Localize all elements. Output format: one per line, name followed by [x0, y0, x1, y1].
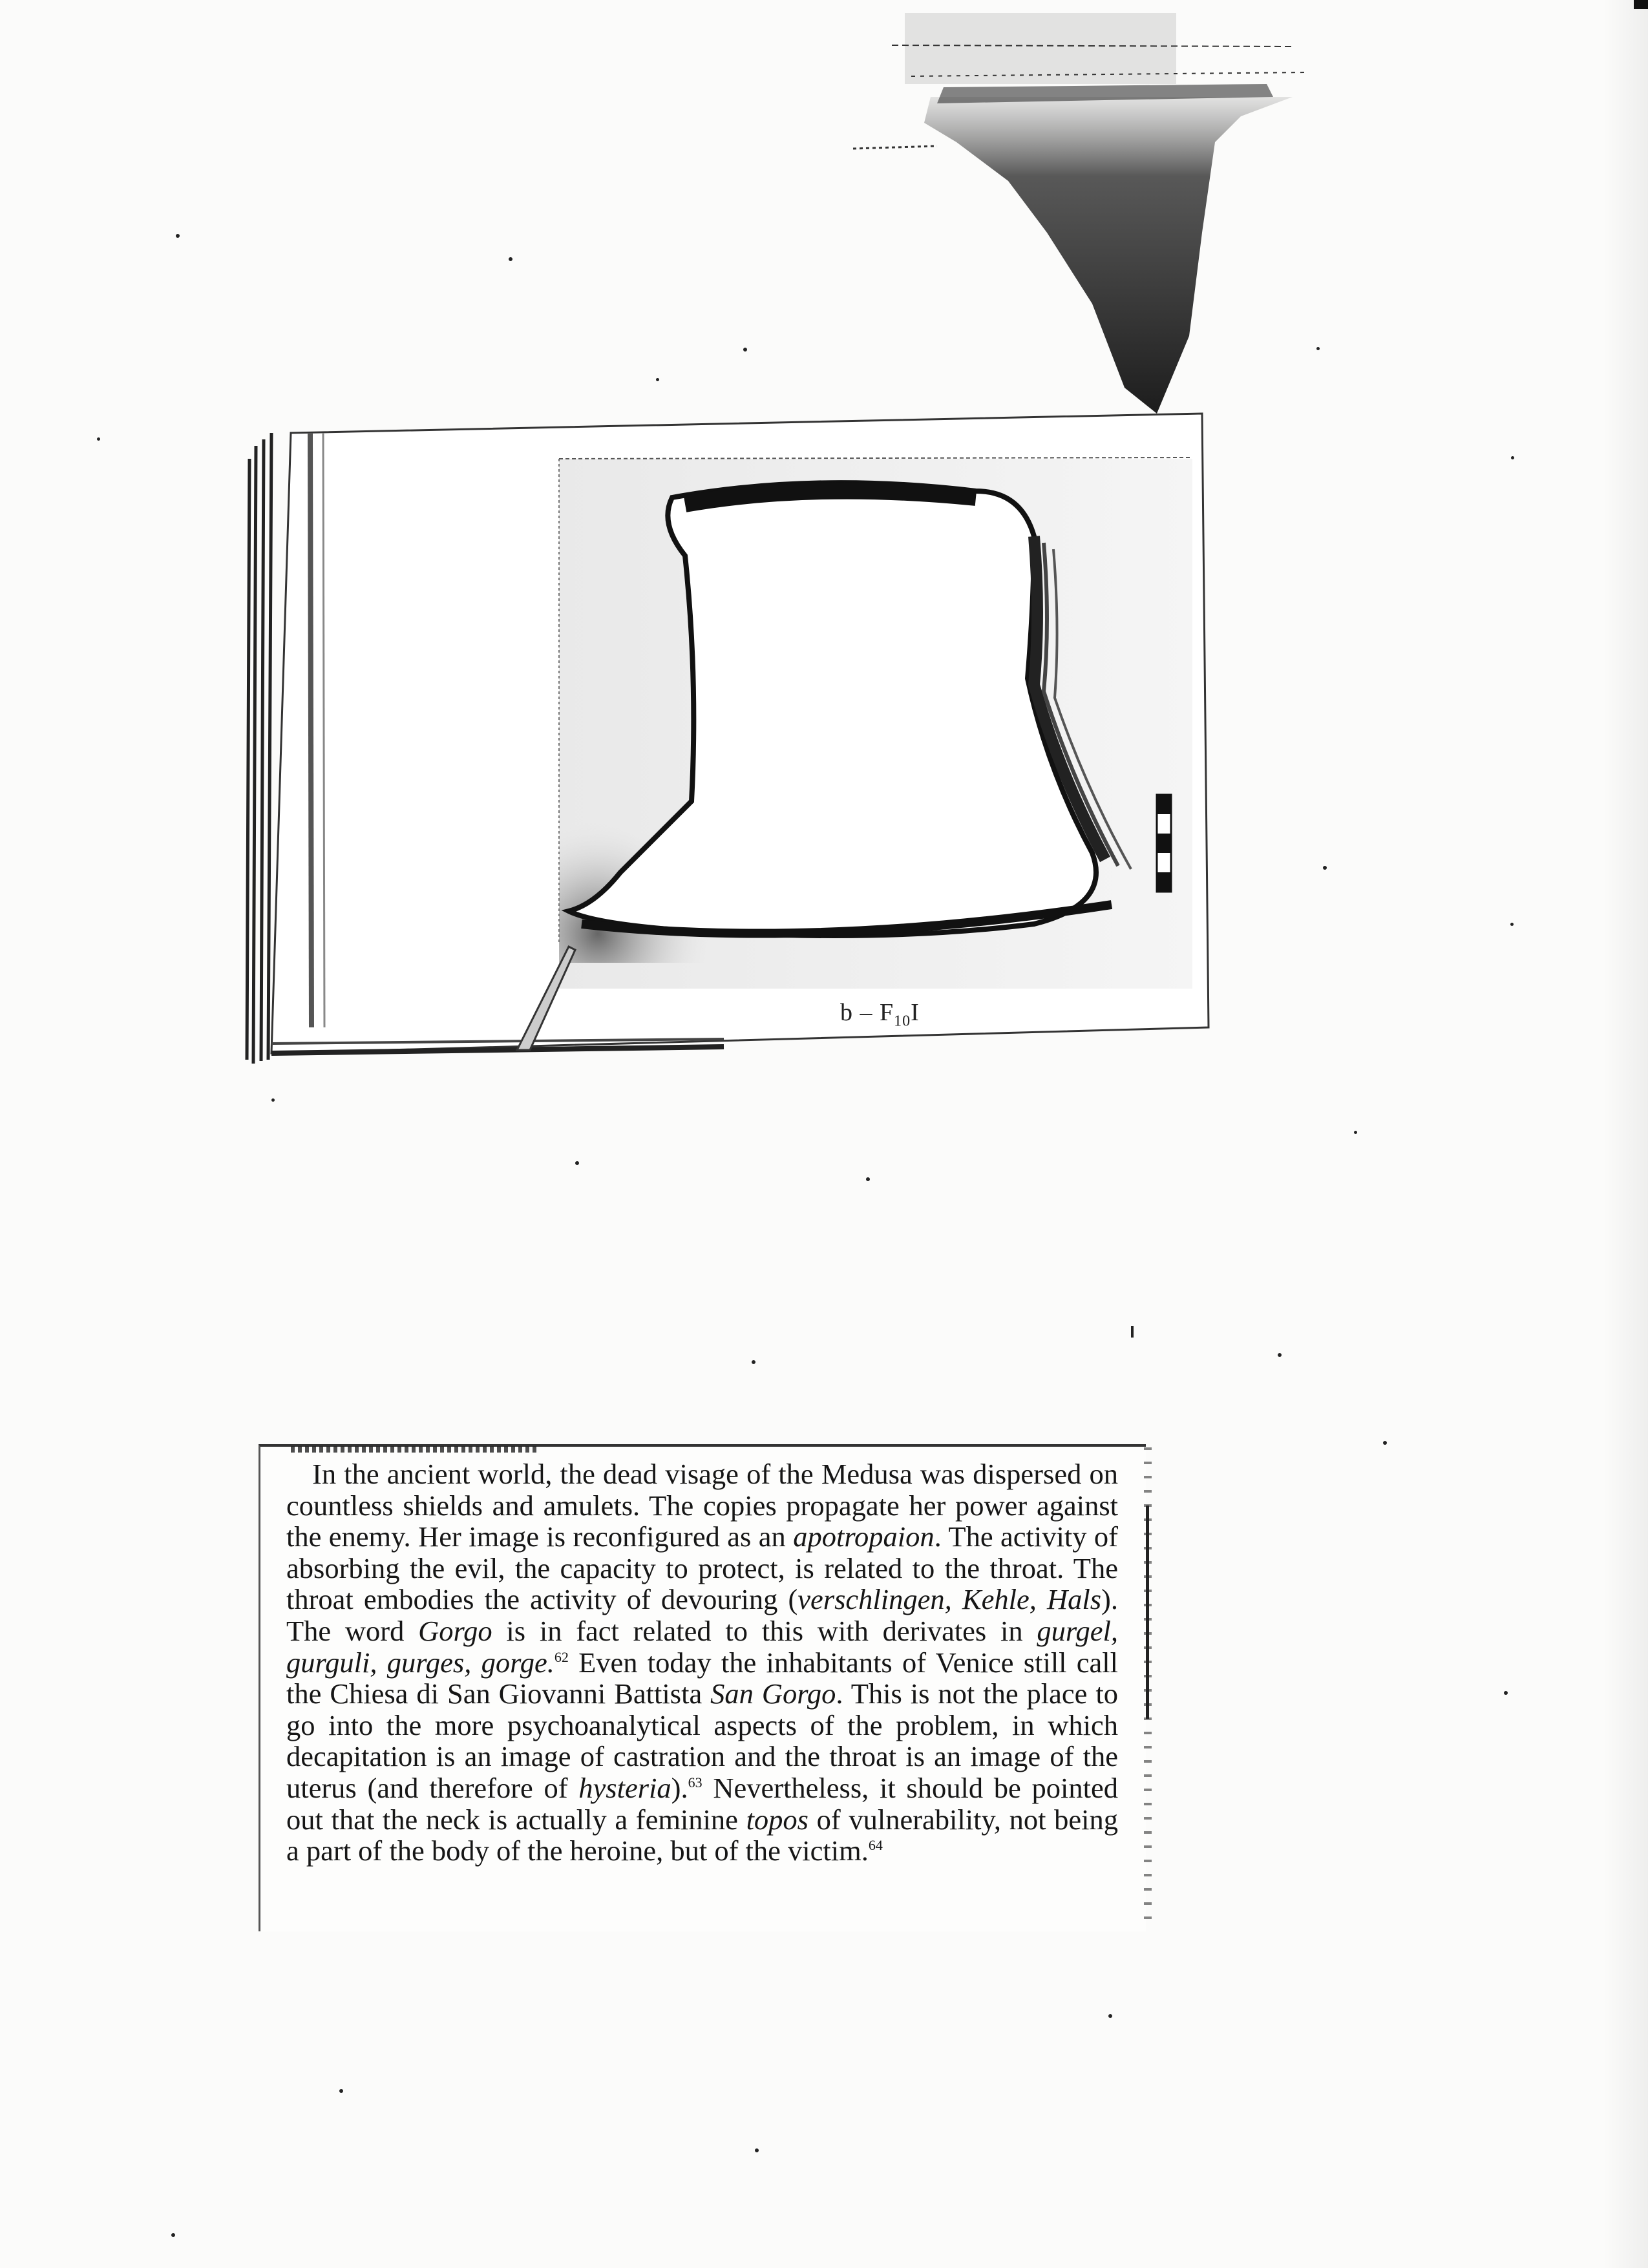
dust-speck — [509, 257, 512, 261]
footnote-ref-62: 62 — [554, 1648, 569, 1665]
dust-speck — [1383, 1441, 1387, 1445]
dust-speck — [1316, 347, 1320, 350]
dust-speck — [752, 1360, 755, 1364]
dust-speck — [176, 234, 180, 238]
scan-corner-mark — [1634, 0, 1648, 9]
dust-speck — [755, 2148, 759, 2152]
dust-speck — [866, 1177, 870, 1181]
photocopy-smudge — [853, 0, 1344, 426]
clipping-right-shadow — [1146, 1506, 1149, 1719]
dust-speck — [339, 2089, 343, 2093]
dust-speck — [271, 1098, 275, 1102]
dust-speck — [1323, 866, 1327, 870]
figure-caption: b – $F_{10}I$ — [840, 999, 920, 1030]
clipping-top-edge — [291, 1446, 536, 1453]
dust-speck — [1278, 1353, 1282, 1357]
dust-speck — [1511, 456, 1514, 459]
dust-speck — [575, 1161, 579, 1165]
dust-speck — [1510, 923, 1514, 926]
dust-speck — [1504, 1691, 1508, 1695]
dust-speck — [171, 2233, 175, 2237]
book-photograph — [233, 407, 1215, 1066]
footnote-ref-63: 63 — [688, 1774, 703, 1791]
dust-speck — [743, 348, 747, 352]
dust-speck — [1108, 2014, 1112, 2018]
passage-paragraph: In the ancient world, the dead visage of the Medusa was dispersed on countless shields and amulets. The copies propagate her power against the enemy. Her image is reconfigured as an apotropaion. The activity of absorbing the evil, the capacity to protect, is related to the throat. The throat embodies the activity of devouring (verschlingen, Kehle, Hals). The word Gorgo is in fact related to this with derivates in gurgel, gurguli, gurges, gorge.$^{62}$ Even today the inhabitants of Venice still call the Chiesa di San Giovanni Battista San Gorgo. This is not the place to go into the more psychoanalytical aspects of the problem, in which decapitation is an image of castration and the throat is an image of the uterus (and therefore of hysteria).$^{63}$ Nevertheless, it should be pointed out that the neck is actually a feminine topos of vulnerability, not being a part of the body of the heroine, but of the victim.$^{64}$ — [286, 1458, 1119, 1867]
footnote-ref-64: 64 — [868, 1837, 883, 1854]
dust-speck — [97, 437, 100, 441]
dust-speck — [1354, 1131, 1357, 1134]
scan-edge-shadow — [1603, 0, 1648, 2268]
dust-speck — [1131, 1326, 1134, 1338]
dust-speck — [656, 378, 659, 381]
